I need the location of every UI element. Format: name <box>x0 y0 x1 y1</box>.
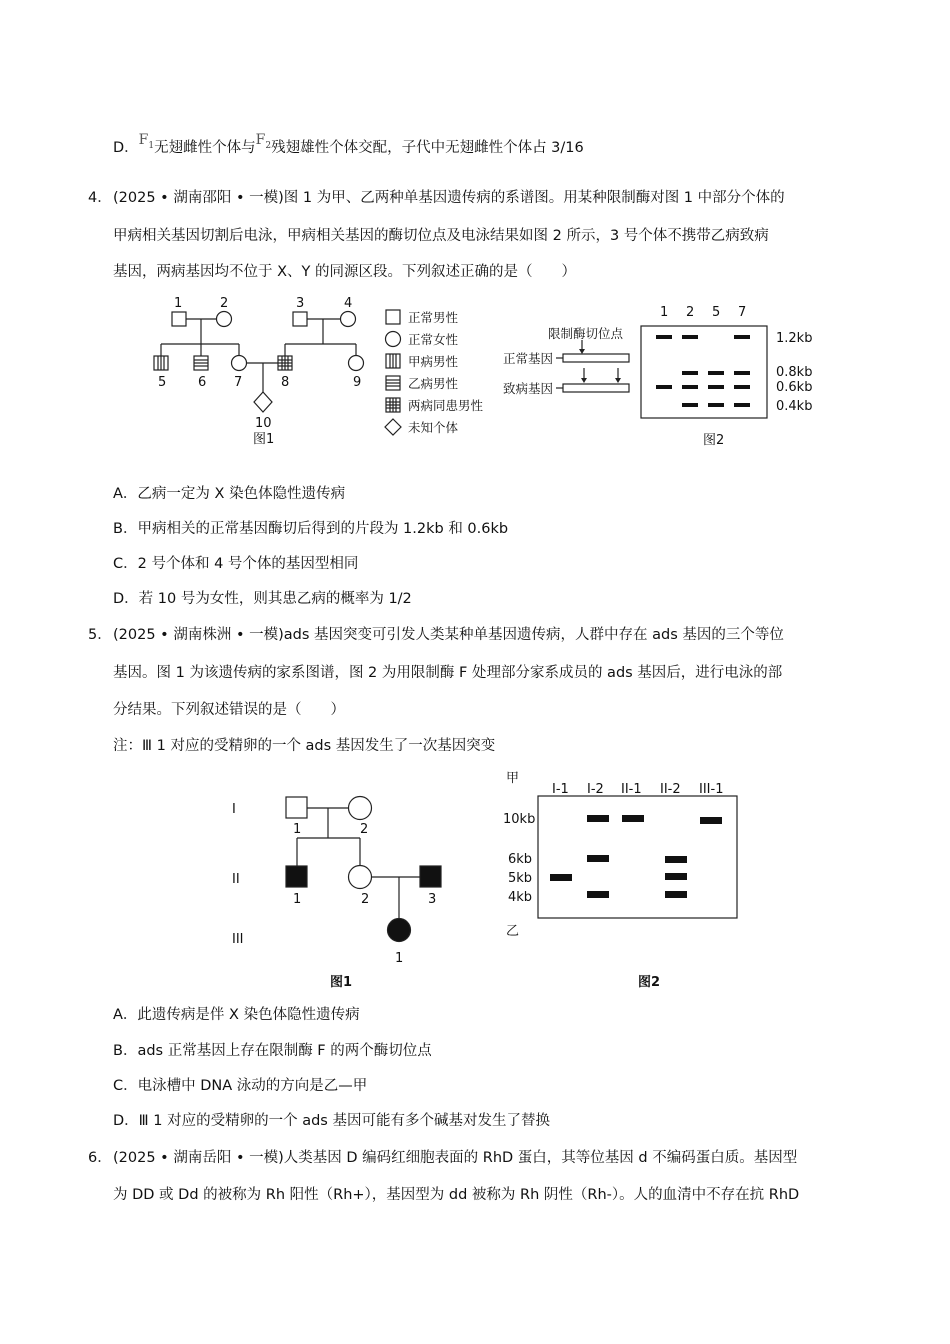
legend-circle-icon <box>386 332 401 347</box>
normal-gene-bar <box>563 354 629 362</box>
q4-option-a: A．乙病一定为 X 染色体隐性遗传病 <box>113 486 346 502</box>
generation-label: III <box>232 932 244 947</box>
option-label: D． <box>113 140 139 156</box>
pedigree-id: 7 <box>234 375 243 390</box>
q5-option-c: C．电泳槽中 DNA 泳动的方向是乙—甲 <box>113 1078 368 1094</box>
size-label: 0.4kb <box>776 399 813 414</box>
lane-label: 5 <box>712 305 721 320</box>
gel-band <box>656 385 672 389</box>
disease-gene-bar <box>563 384 629 392</box>
gel-band <box>587 815 609 822</box>
q4-electrophoresis-figure <box>500 298 830 450</box>
gel-band <box>734 385 750 389</box>
pedigree-id: 2 <box>360 822 369 837</box>
lane-label: 1 <box>660 305 669 320</box>
legend-square-icon <box>386 310 400 324</box>
lane-label: I-2 <box>587 782 604 797</box>
gel-band <box>665 891 687 898</box>
q3-option-d <box>113 132 584 164</box>
iii-1-affected-female <box>388 919 411 942</box>
q4-stem-line2: 甲病相关基因切割后电泳，甲病相关基因的酶切位点及电泳结果如图 2 所示，3 号个体不携带乙病致病 <box>113 228 769 244</box>
legend-diamond-icon <box>385 419 401 435</box>
pedigree-id: 1 <box>395 951 404 966</box>
pedigree-id: 5 <box>158 375 167 390</box>
q4-stem-line1: (2025 • 湖南邵阳 • 一模)图 1 为甲、乙两种单基因遗传病的系谱图。用某种限制酶对图 1 中部分个体的 <box>113 190 785 206</box>
individual-1-male <box>172 312 186 326</box>
q6-number: 6． <box>88 1150 112 1166</box>
i-2-female <box>349 797 372 820</box>
size-label: 0.8kb <box>776 365 813 380</box>
pedigree-id: 2 <box>361 892 370 907</box>
cut-site-arrow-icon <box>615 378 621 383</box>
cut-site-arrow-icon <box>579 349 585 354</box>
lane-label: II-2 <box>660 782 681 797</box>
individual-2-female <box>217 312 232 327</box>
q5-stem-line3: 分结果。下列叙述错误的是（ ） <box>113 702 345 718</box>
pedigree-id: 1 <box>293 892 302 907</box>
gel-band <box>550 874 572 881</box>
disease-gene-label: 致病基因 <box>503 381 554 396</box>
legend-label: 甲病男性 <box>408 354 459 369</box>
pedigree-id: 8 <box>281 375 290 390</box>
gel-band <box>682 335 698 339</box>
f1-symbol: $F_1$ <box>138 132 155 151</box>
q5-electrophoresis-figure <box>498 766 748 993</box>
i-1-male <box>286 797 307 818</box>
site-label: 限制酶切位点 <box>548 326 624 341</box>
figure-caption: 图1 <box>253 432 275 447</box>
figure-caption: 图2 <box>638 975 661 990</box>
q6-stem-line2: 为 DD 或 Dd 的被称为 Rh 阳性（Rh+），基因型为 dd 被称为 Rh 阴性（Rh-）。人的血清中不存在抗 RhD <box>113 1187 800 1203</box>
q5-number: 5． <box>88 627 112 643</box>
q5-stem-line2: 基因。图 1 为该遗传病的家系图谱，图 2 为用限制酶 F 处理部分家系成员的 ads 基因后，进行电泳的部 <box>113 665 783 681</box>
q5-note: 注：Ⅲ 1 对应的受精卵的一个 ads 基因发生了一次基因突变 <box>113 738 496 754</box>
pedigree-id: 2 <box>220 296 229 311</box>
gel-bottom-label: 乙 <box>506 924 520 939</box>
option-text: 无翅雌性个体与 <box>154 140 256 156</box>
pedigree-id: 3 <box>428 892 437 907</box>
option-text: 残翅雄性个体交配，子代中无翅雌性个体占 3/16 <box>271 140 584 156</box>
gel-band <box>734 403 750 407</box>
q4-option-c: C．2 号个体和 4 号个体的基因型相同 <box>113 556 359 572</box>
gel-band <box>682 371 698 375</box>
individual-9-female <box>349 356 364 371</box>
cut-site-arrow-icon <box>581 378 587 383</box>
q4-option-d: D．若 10 号为女性，则其患乙病的概率为 1/2 <box>113 591 412 607</box>
size-label: 5kb <box>508 871 533 886</box>
gel-band <box>734 371 750 375</box>
size-label: 0.6kb <box>776 380 813 395</box>
q4-stem-line3: 基因，两病基因均不位于 X、Y 的同源区段。下列叙述正确的是（ ） <box>113 264 577 280</box>
lane-label: I-1 <box>552 782 569 797</box>
gel-band <box>682 403 698 407</box>
gel-band <box>700 817 722 824</box>
individual-10-unknown <box>254 392 272 412</box>
generation-label: II <box>232 872 240 887</box>
size-label: 4kb <box>508 890 533 905</box>
gel-top-label: 甲 <box>506 771 520 786</box>
normal-gene-label: 正常基因 <box>503 351 554 366</box>
pedigree-id: 10 <box>255 416 272 431</box>
lane-label: II-1 <box>621 782 642 797</box>
gel-band <box>708 371 724 375</box>
lane-label: 2 <box>686 305 695 320</box>
size-label: 6kb <box>508 852 533 867</box>
figure-caption: 图1 <box>330 975 353 990</box>
q6-stem-line1: (2025 • 湖南岳阳 • 一模)人类基因 D 编码红细胞表面的 RhD 蛋白，其等位基因 d 不编码蛋白质。基因型 <box>113 1150 798 1166</box>
lane-label: 7 <box>738 305 747 320</box>
legend-label: 正常男性 <box>408 310 459 325</box>
gel-band <box>708 403 724 407</box>
gel-frame <box>538 796 737 918</box>
pedigree-id: 1 <box>293 822 302 837</box>
size-label: 1.2kb <box>776 331 813 346</box>
individual-7-female <box>232 356 247 371</box>
q4-option-b: B．甲病相关的正常基因酶切后得到的片段为 1.2kb 和 0.6kb <box>113 521 509 537</box>
pedigree-id: 6 <box>198 375 207 390</box>
f2-symbol: $F_2$ <box>255 132 272 151</box>
pedigree-id: 9 <box>353 375 362 390</box>
legend-label: 正常女性 <box>408 332 459 347</box>
q5-option-b: B．ads 正常基因上存在限制酶 F 的两个酶切位点 <box>113 1043 432 1059</box>
ii-3-affected-male <box>420 866 441 887</box>
q5-stem-line1: (2025 • 湖南株洲 • 一模)ads 基因突变可引发人类某种单基因遗传病，人群中存在 ads 基因的三个等位 <box>113 627 784 643</box>
gel-band <box>665 856 687 863</box>
legend-label: 乙病男性 <box>408 376 459 391</box>
pedigree-id: 1 <box>174 296 183 311</box>
individual-4-female <box>341 312 356 327</box>
gel-band <box>682 385 698 389</box>
gel-band <box>587 891 609 898</box>
pedigree-id: 3 <box>296 296 305 311</box>
q5-option-a: A．此遗传病是伴 X 染色体隐性遗传病 <box>113 1007 360 1023</box>
gel-band <box>708 385 724 389</box>
q5-option-d: D．Ⅲ 1 对应的受精卵的一个 ads 基因可能有多个碱基对发生了替换 <box>113 1113 550 1129</box>
gel-band <box>665 873 687 880</box>
gel-band <box>656 335 672 339</box>
figure-caption: 图2 <box>703 433 725 448</box>
gel-band <box>587 855 609 862</box>
q4-pedigree-figure <box>150 292 500 452</box>
pedigree-id: 4 <box>344 296 353 311</box>
q4-number: 4． <box>88 190 112 206</box>
q5-pedigree-figure <box>225 788 445 993</box>
legend-label: 两病同患男性 <box>408 398 484 413</box>
legend-label: 未知个体 <box>408 420 459 435</box>
individual-3-male <box>293 312 307 326</box>
size-label: 10kb <box>503 812 536 827</box>
ii-1-affected-male <box>286 866 307 887</box>
ii-2-female <box>349 866 372 889</box>
gel-band <box>734 335 750 339</box>
generation-label: I <box>232 802 236 817</box>
gel-band <box>622 815 644 822</box>
lane-label: III-1 <box>699 782 724 797</box>
